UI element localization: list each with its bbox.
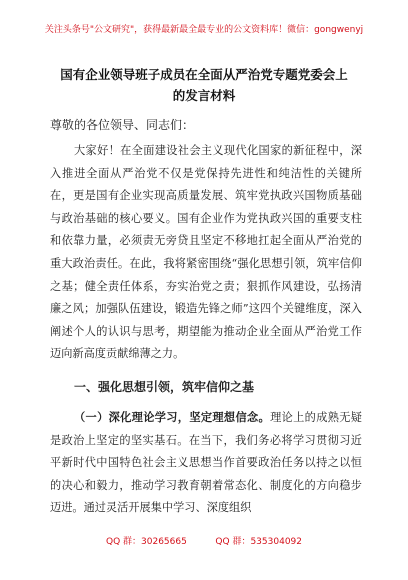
body-section-1 — [50, 406, 362, 520]
body-section-intro — [50, 140, 362, 366]
document-title: 国有企业领导班子成员在全面从严治党专题党委会上的发言材料 — [60, 67, 348, 103]
header-promo-note: 关注头条号"公文研究"，获得最新最全最专业的公文资料库！微信：gongwenyj — [44, 25, 364, 35]
subsection-heading-1: （一）深化理论学习，坚定理想信念。 — [74, 410, 271, 424]
section-heading-1: 一、强化思想引领，筑牢信仰之基 — [74, 380, 255, 394]
footer-qq-groups: QQ 群：30265665 QQ 群：535304092 — [105, 537, 302, 547]
paragraph-intro: 大家好！在全面建设社会主义现代化国家的新征程中，深入推进全面从严治党不仅是党保持先进性和纯洁性的关键所在，更是国有企业实现高质量发展、筑牢党执政兴国物质基础与政治基础的核心要义。国有企业作为党执政兴国的重要支柱和依靠力量，必须责无旁贷且坚定不移地扛起全面从严治党的重大政治责任。在此，我将紧密围绕“强化思想引领，筑牢信仰之基；健全责任体系，夯实治党之责；狠抓作风建设，弘扬清廉之风；加强队伍建设，锻造先锋之师”这四个关键维度，深入阐述个人的认识与思考，期望能为推动企业全面从严治党工作迈向新高度贡献绵薄之力。 — [50, 144, 362, 361]
subsection-text-1: 理论上的成熟无疑是政治上坚定的坚实基石。在当下，我们务必将学习贯彻习近平新时代中国特色社会主义思想当作首要政治任务以持之以恒的决心和毅力，推动学习教育朝着常态化、制度化的方向稳步迈进。通过灵活开展集中学习、深度组织 — [50, 411, 362, 515]
salutation: 尊敬的各位领导、同志们： — [50, 118, 195, 132]
paragraph-subsection-1 — [50, 406, 362, 520]
